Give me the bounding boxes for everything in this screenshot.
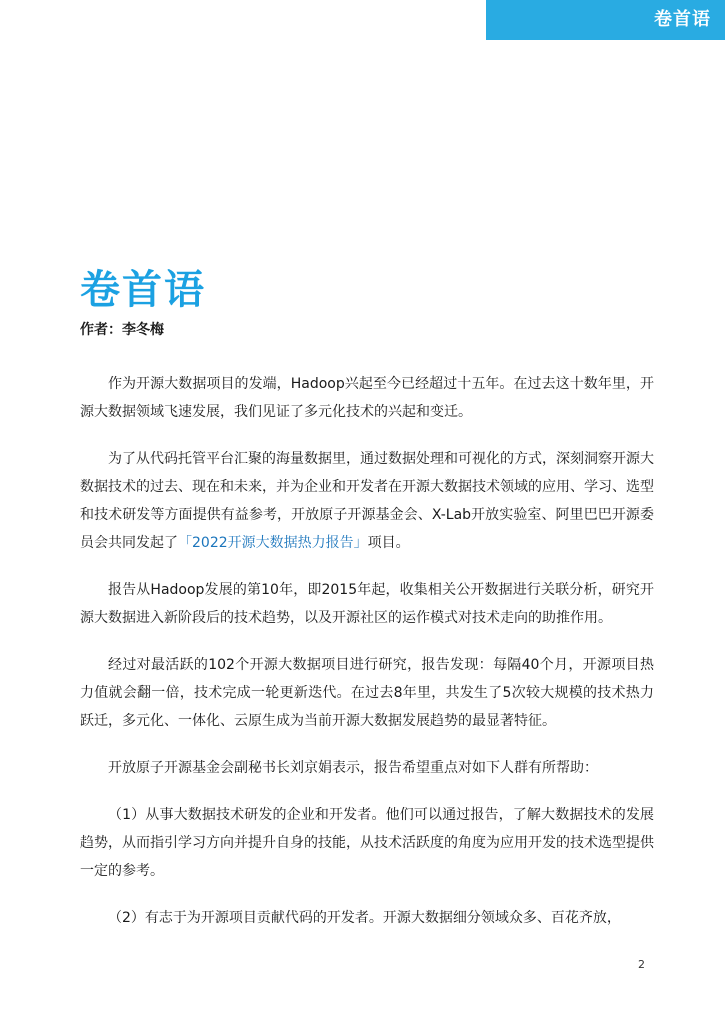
paragraph-method: 报告从Hadoop发展的第10年，即2015年起，收集相关公开数据进行关联分析，研究开源大数据进入新阶段后的技术趋势，以及开源社区的运作模式对技术走向的助推作用。 [80,582,654,626]
chapter-title: 卷首语 [80,267,206,313]
body-text [80,370,654,951]
paragraph-findings: 经过对最活跃的102个开源大数据项目进行研究，报告发现：每隔40个月，开源项目热力值就会翻一倍，技术完成一轮更新迭代。在过去8年里，共发生了5次较大规模的技术热力跃迁，多元化、一体化、云原生成为当前开源大数据发展趋势的最显著特征。 [80,657,654,729]
paragraph-initiative [80,445,654,557]
paragraph-intro: 作为开源大数据项目的发端，Hadoop兴起至今已经超过十五年。在过去这十数年里，开源大数据领域飞速发展，我们见证了多元化技术的兴起和变迁。 [80,376,654,420]
paragraph-initiative-end: 项目。 [367,535,410,551]
author-line: 作者：李冬梅 [80,322,164,338]
paragraph-initiative-text: 为了从代码托管平台汇聚的海量数据里，通过数据处理和可视化的方式，深刻洞察开源大数据技术的过去、现在和未来，并为企业和开发者在开源大数据技术领域的应用、学习、选型和技术研发等方面提供有益参考，开放原子开源基金会、X-Lab开放实验室、阿里巴巴开源委员会共同发起了 [80,451,654,551]
paragraph-audience-2: （2）有志于为开源项目贡献代码的开发者。开源大数据细分领域众多、百花齐放， [108,910,621,926]
paragraph-audience-intro: 开放原子开源基金会副秘书长刘京娟表示，报告希望重点对如下人群有所帮助： [108,760,598,776]
paragraph-audience-1: （1）从事大数据技术研发的企业和开发者。他们可以通过报告，了解大数据技术的发展趋势，从而指引学习方向并提升自身的技能，从技术活跃度的角度为应用开发的技术选型提供一定的参考。 [80,807,654,879]
page-number: 2 [638,958,645,971]
report-title-link[interactable]: 「2022开源大数据热力报告」 [178,535,368,551]
chapter-header-tab: 卷首语 [486,0,725,40]
